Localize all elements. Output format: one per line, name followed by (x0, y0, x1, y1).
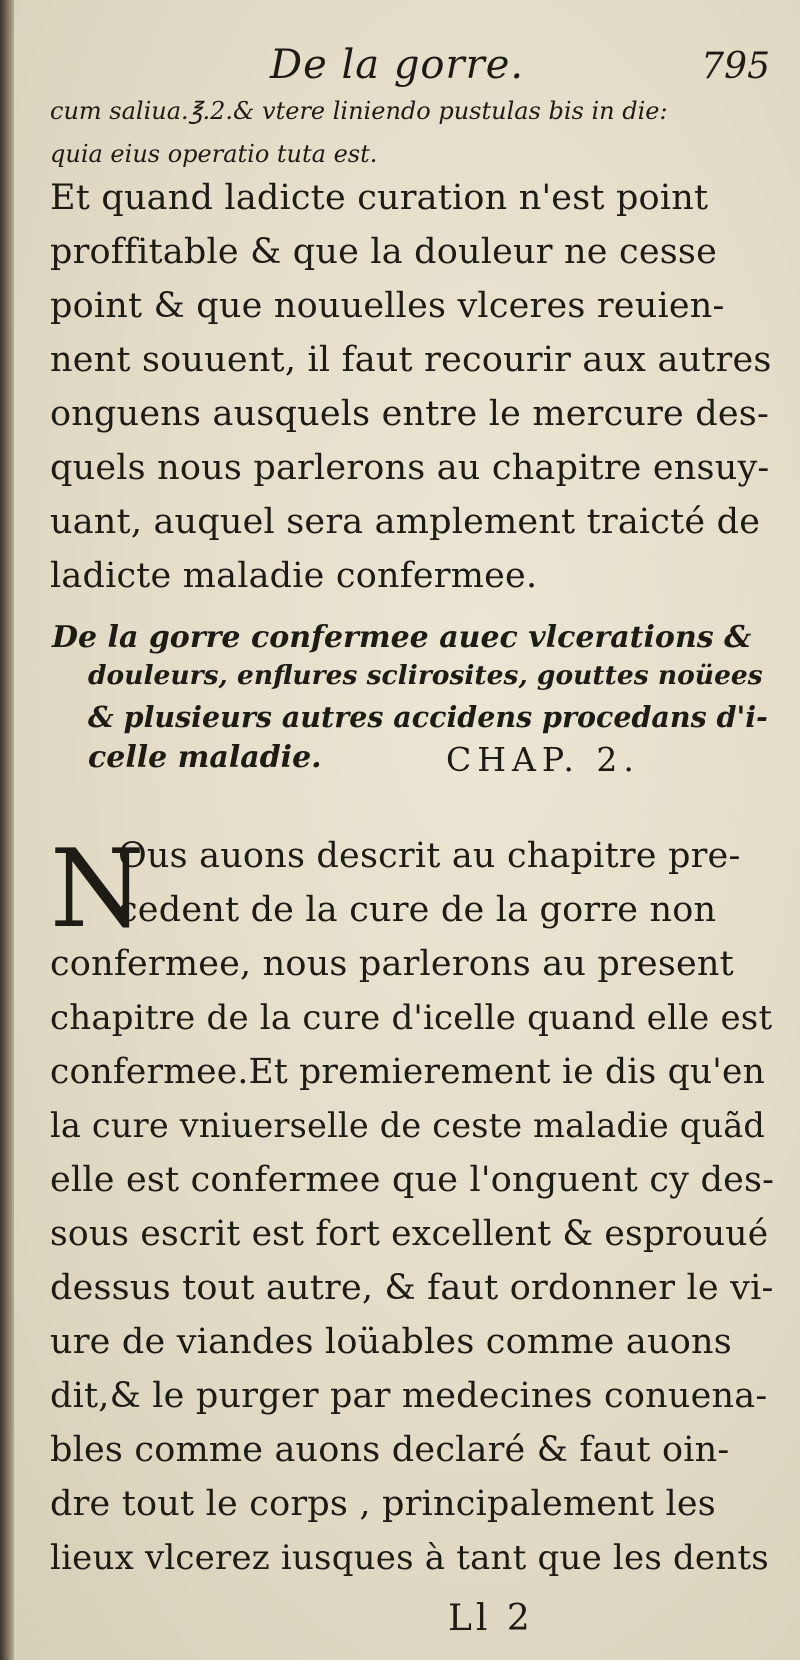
paragraph-1-line: onguens ausquels entre le mercure des- (50, 394, 769, 434)
paragraph-1-line: nent souuent, il faut recourir aux autres (50, 340, 772, 380)
paragraph-2-line: dit,& le purger par medecines conuena- (50, 1376, 768, 1416)
paragraph-1-line: proffitable & que la douleur ne cesse (50, 232, 717, 272)
paragraph-2-line: dre tout le corps , principalement les (50, 1484, 716, 1524)
latin-line: quia eius operatio tuta est. (50, 140, 378, 168)
paragraph-1-line: ladicte maladie confermee. (50, 556, 538, 596)
paragraph-2-line: ure de viandes loüables comme auons (50, 1322, 732, 1362)
chapter-heading-line: & plusieurs autres accidens procedans d'i- (88, 700, 768, 734)
chapter-heading-line: douleurs, enflures sclirosites, gouttes noüees (88, 660, 763, 691)
page-header (270, 42, 770, 102)
paragraph-1-line: Et quand ladicte curation n'est point (50, 178, 709, 218)
paragraph-2-line: lieux vlcerez iusques à tant que les dents (50, 1538, 769, 1578)
latin-line: cum saliua.℥.2.& vtere liniendo pustulas bis in die: (50, 97, 668, 125)
chapter-number: CHAP. 2. (446, 740, 640, 779)
paragraph-2-line: sous escrit est fort excellent & esprouué (50, 1214, 769, 1254)
paragraph-1-line: point & que nouuelles vlceres reuien- (50, 286, 725, 326)
paragraph-2-line: cedent de la cure de la gorre non (118, 890, 717, 930)
paragraph-2-line: elle est confermee que l'onguent cy des- (50, 1160, 775, 1200)
paragraph-2-line: Ous auons descrit au chapitre pre- (118, 836, 741, 876)
chapter-heading-line: celle maladie. (88, 740, 322, 775)
chapter-heading-line: De la gorre confermee auec vlcerations & (52, 620, 752, 655)
paragraph-2-line: bles comme auons declaré & faut oin- (50, 1430, 730, 1470)
page-gutter (0, 0, 14, 1660)
signature-mark: Ll 2 (448, 1598, 534, 1639)
paragraph-2-line: dessus tout autre, & faut ordonner le vi- (50, 1268, 774, 1308)
drop-cap: N (50, 827, 145, 952)
paragraph-2-line: confermee, nous parlerons au present (50, 944, 734, 984)
paragraph-2-line: confermee.Et premierement ie dis qu'en (50, 1052, 766, 1092)
paragraph-1-line: uant, auquel sera amplement traicté de (50, 502, 761, 542)
paragraph-2-line: chapitre de la cure d'icelle quand elle est (50, 998, 773, 1038)
page-number: 795 (701, 46, 770, 87)
running-title: De la gorre. (270, 42, 525, 88)
paragraph-2-line: la cure vniuerselle de ceste maladie quãd (50, 1106, 766, 1145)
paragraph-1-line: quels nous parlerons au chapitre ensuy- (50, 448, 770, 488)
